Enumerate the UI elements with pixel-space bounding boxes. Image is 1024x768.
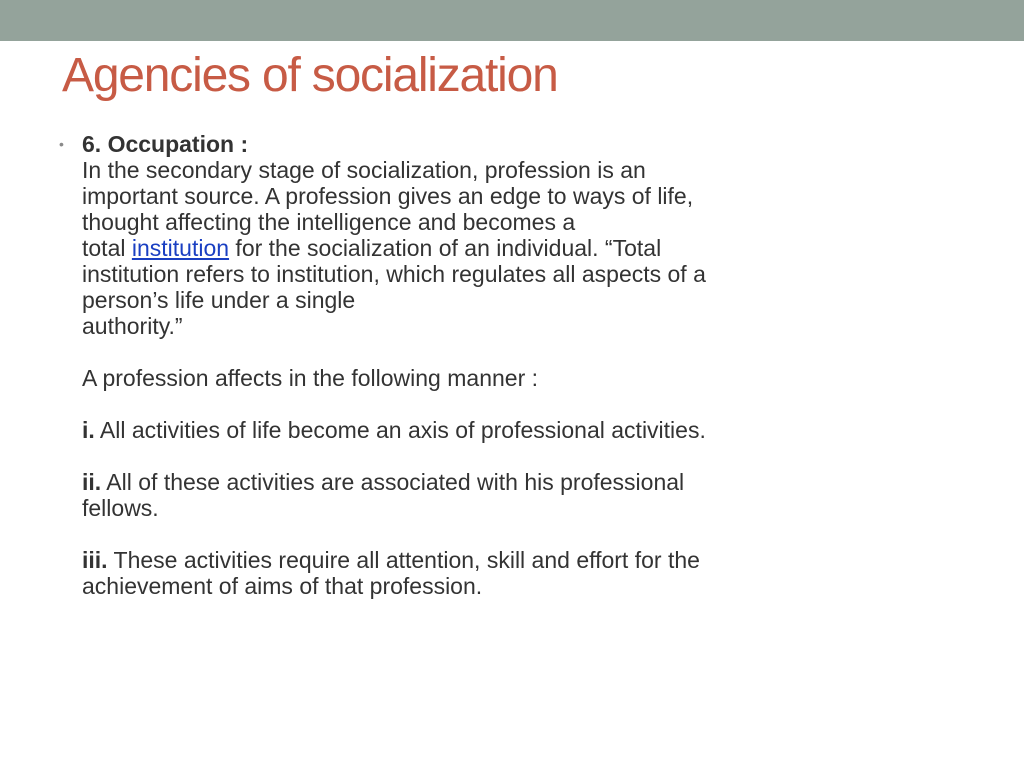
- paragraph-text: for the socialization of an individual. “Total: [229, 235, 662, 261]
- list-item-1: [82, 417, 842, 443]
- spacer: [82, 521, 842, 547]
- list-item-3: [82, 547, 842, 573]
- item-marker: i.: [82, 417, 95, 443]
- item-marker: iii.: [82, 547, 108, 573]
- item-text: All activities of life become an axis of professional activities.: [94, 417, 706, 443]
- slide-title: Agencies of socialization: [62, 49, 558, 102]
- item-text: These activities require all attention, skill and effort for the: [107, 547, 700, 573]
- paragraph-line: thought affecting the intelligence and becomes a: [82, 209, 576, 235]
- section-heading: 6. Occupation :: [82, 131, 249, 157]
- spacer: [82, 443, 842, 469]
- paragraph-line: [82, 235, 842, 261]
- spacer: [82, 339, 842, 365]
- item-text: All of these activities are associated with his professional: [101, 469, 685, 495]
- paragraph-line: In the secondary stage of socialization, profession is an: [82, 157, 646, 183]
- paragraph-line: institution refers to institution, which regulates all aspects of a: [82, 261, 706, 287]
- institution-link[interactable]: institution: [131, 235, 230, 261]
- list-item-2-continued: fellows.: [82, 495, 159, 521]
- paragraph-line: authority.”: [82, 313, 183, 339]
- paragraph-line: person’s life under a single: [82, 287, 356, 313]
- paragraph-text: total: [82, 235, 132, 261]
- item-marker: ii.: [82, 469, 102, 495]
- list-item-2: [82, 469, 842, 495]
- spacer: [82, 391, 842, 417]
- bullet-dot-icon: •: [59, 136, 64, 152]
- list-item-3-continued: achievement of aims of that profession.: [82, 573, 483, 599]
- paragraph-line: important source. A profession gives an edge to ways of life,: [82, 183, 694, 209]
- slide-header-bar: [0, 0, 1024, 41]
- intro-line: A profession affects in the following manner :: [82, 365, 539, 391]
- slide-body: [59, 131, 842, 599]
